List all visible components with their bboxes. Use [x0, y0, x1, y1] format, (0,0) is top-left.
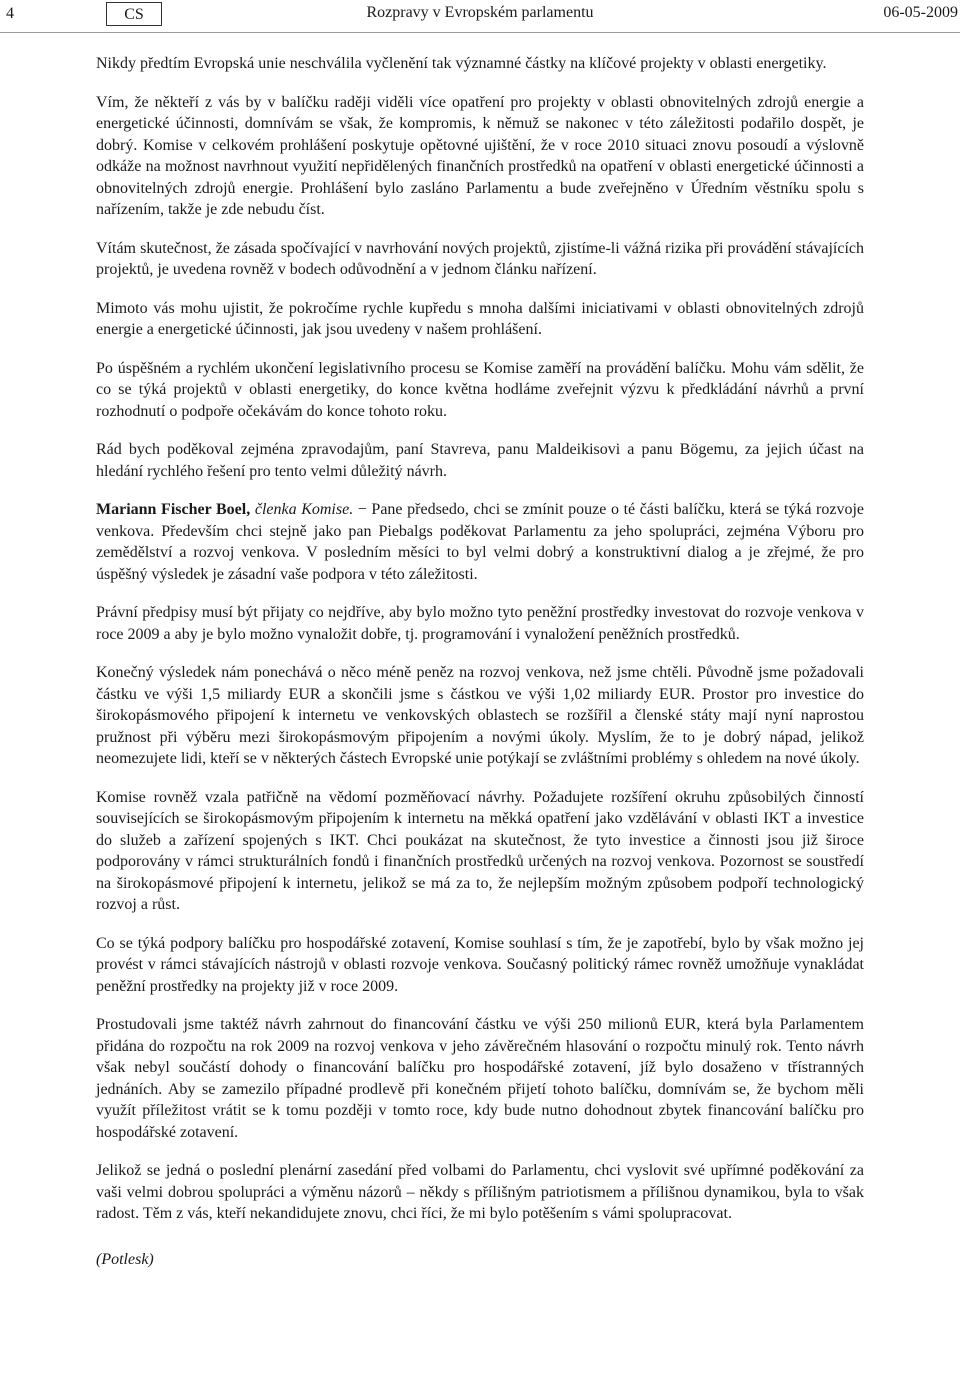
paragraph: Rád bych poděkoval zejména zpravodajům, paní Stavreva, panu Maldeikisovi a panu Bögemu, za jejich účast na hledání rychlého řešení pro tento velmi důležitý návrh. [96, 441, 864, 480]
speaker-name: Mariann Fischer Boel, [96, 501, 251, 518]
paragraph: Vím, že někteří z vás by v balíčku raději viděli více opatření pro projekty v oblasti obnovitelných zdrojů energie a energetické účinnosti, domnívám se však, že kompromis, k němuž se nakonec v této záležitosti podařilo dospět, je dobrý. Komise v celkovém prohlášení poskytuje opětovné ujištění, že v roce 2010 situaci znovu posoudí a výslovně odkáže na možnost navrhnout využití nepřidělených finančních prostředků na opatření v oblasti energetické účinnosti a obnovitelných zdrojů energie. Prohlášení bylo zasláno Parlamentu a bude zveřejněno v Úředním věstníku spolu s nařízením, takže je zde nebudu číst. [96, 93, 864, 218]
paragraph: Právní předpisy musí být přijaty co nejdříve, aby bylo možno tyto peněžní prostředky investovat do rozvoje venkova v roce 2009 a aby je bylo možno vynaložit dobře, tj. programování i vynaložení peněžních prostředků. [96, 604, 864, 643]
paragraph: Konečný výsledek nám ponechává o něco méně peněz na rozvoj venkova, než jsme chtěli. Původně jsme požadovali částku ve výši 1,5 miliardy EUR a skončili jsme s částkou ve výši 1,02 miliardy EUR. Prostor pro investice do širokopásmového připojení k internetu ve venkovských oblastech se rozšířil a členské státy mají nyní naprostou pružnost při výběru mezi širokopásmovým připojením a novými úkoly. Myslím, že to je dobrý nápad, jelikož neomezujete lidi, kteří se v některých částech Evropské unie potýkají se zvláštními problémy s ohledem na nové úkoly. [96, 664, 864, 767]
paragraph: Vítám skutečnost, že zásada spočívající v navrhování nových projektů, zjistíme-li vážná rizika při provádění stávajících projektů, je uvedena rovněž v bodech odůvodnění a v jednom článku nařízení. [96, 239, 864, 278]
header-rule [0, 32, 960, 33]
paragraph: Mimoto vás mohu ujistit, že pokročíme rychle kupředu s mnoha dalšími iniciativami v oblasti obnovitelných zdrojů energie a energetické účinnosti, jak jsou uvedeny v našem prohlášení. [96, 299, 864, 338]
speaker-text: − Pane předsedo, chci se zmínit pouze o té části balíčku, která se týká rozvoje venkova. Především chci stejně jako pan Piebalgs poděkovat Parlamentu za jeho spolupráci, zejména Výboru pro zemědělství a rozvoj venkova. V posledním měsíci to byl velmi dobrý a konstruktivní dialog a je zřejmé, že pro úspěšný výsledek je zásadní vaše podpora v této záležitosti. [96, 501, 865, 583]
publication-title: Rozpravy v Evropském parlamentu [366, 4, 594, 21]
page-header [0, 0, 960, 33]
paragraph: Jelikož se jedná o poslední plenární zasedání před volbami do Parlamentu, chci vyslovit své upřímné poděkování za vaši velmi dobrou spolupráci a výměnu názorů – někdy s přílišným patriotismem a přílišnou dynamikou, byla to však radost. Těm z vás, kteří nekandidujete znovu, chci říci, že mi bylo potěšením s vámi spolupracovat. [96, 1162, 864, 1222]
document-body [96, 53, 864, 1287]
language-code: CS [106, 2, 162, 26]
paragraph: Po úspěšném a rychlém ukončení legislativního procesu se Komise zaměří na provádění balíčku. Mohu vám sdělit, že co se týká projektů v oblasti energetiky, do konce května hodláme zveřejnit výzvu k předkládání návrhů a první rozhodnutí o podpoře očekávám do konce tohoto roku. [96, 359, 864, 420]
applause-note: (Potlesk) [96, 1250, 154, 1268]
paragraph: Co se týká podpory balíčku pro hospodářské zotavení, Komise souhlasí s tím, že je zapotřebí, bylo by však možno jej provést v rámci stávajících nástrojů v oblasti rozvoje venkova. Současný politický rámec rovněž umožňuje vynakládat peněžní prostředky na projekty již v roce 2009. [96, 934, 864, 995]
paragraph: Nikdy předtím Evropská unie neschválila vyčlenění tak významné částky na klíčové projekty v oblasti energetiky. [96, 55, 827, 72]
paragraph: Prostudovali jsme taktéž návrh zahrnout do financování částku ve výši 250 milionů EUR, která byla Parlamentem přidána do rozpočtu na rok 2009 na rozvoj venkova v jeho závěrečném hlasování o rozpočtu minulý rok. Tento návrh však nebyl součástí dohody o financování balíčku pro hospodářské zotavení, jíž bylo dosaženo v třístranných jednáních. Aby se zamezilo případné prodlevě při konečném přijetí tohoto balíčku, domnívám se, že bychom měli využít příležitost vrátit se k tomu později v tomto roce, kdy bude nutno dohodnout zbytek financování balíčku pro hospodářské zotavení. [96, 1016, 864, 1141]
publication-date: 06-05-2009 [883, 4, 958, 21]
page-number: 4 [6, 5, 14, 22]
paragraph: Komise rovněž vzala patřičně na vědomí pozměňovací návrhy. Požadujete rozšíření okruhu způsobilých činností souvisejících se širokopásmovým připojením k internetu na měkká opatření jako vzdělávání v oblasti IKT a investice do služeb a zařízení spojených s IKT. Chci poukázat na skutečnost, že tyto investice a činnosti jsou již široce podporovány v rámci strukturálních fondů i finančních prostředků určených na rozvoj venkova. Pozornost se soustředí na širokopásmové připojení k internetu, jelikož se má za to, že nejlepším možným způsobem podpoří technologický rozvoj a růst. [96, 788, 864, 913]
speaker-role: členka Komise. [254, 501, 354, 518]
speaker-paragraph [96, 499, 864, 585]
